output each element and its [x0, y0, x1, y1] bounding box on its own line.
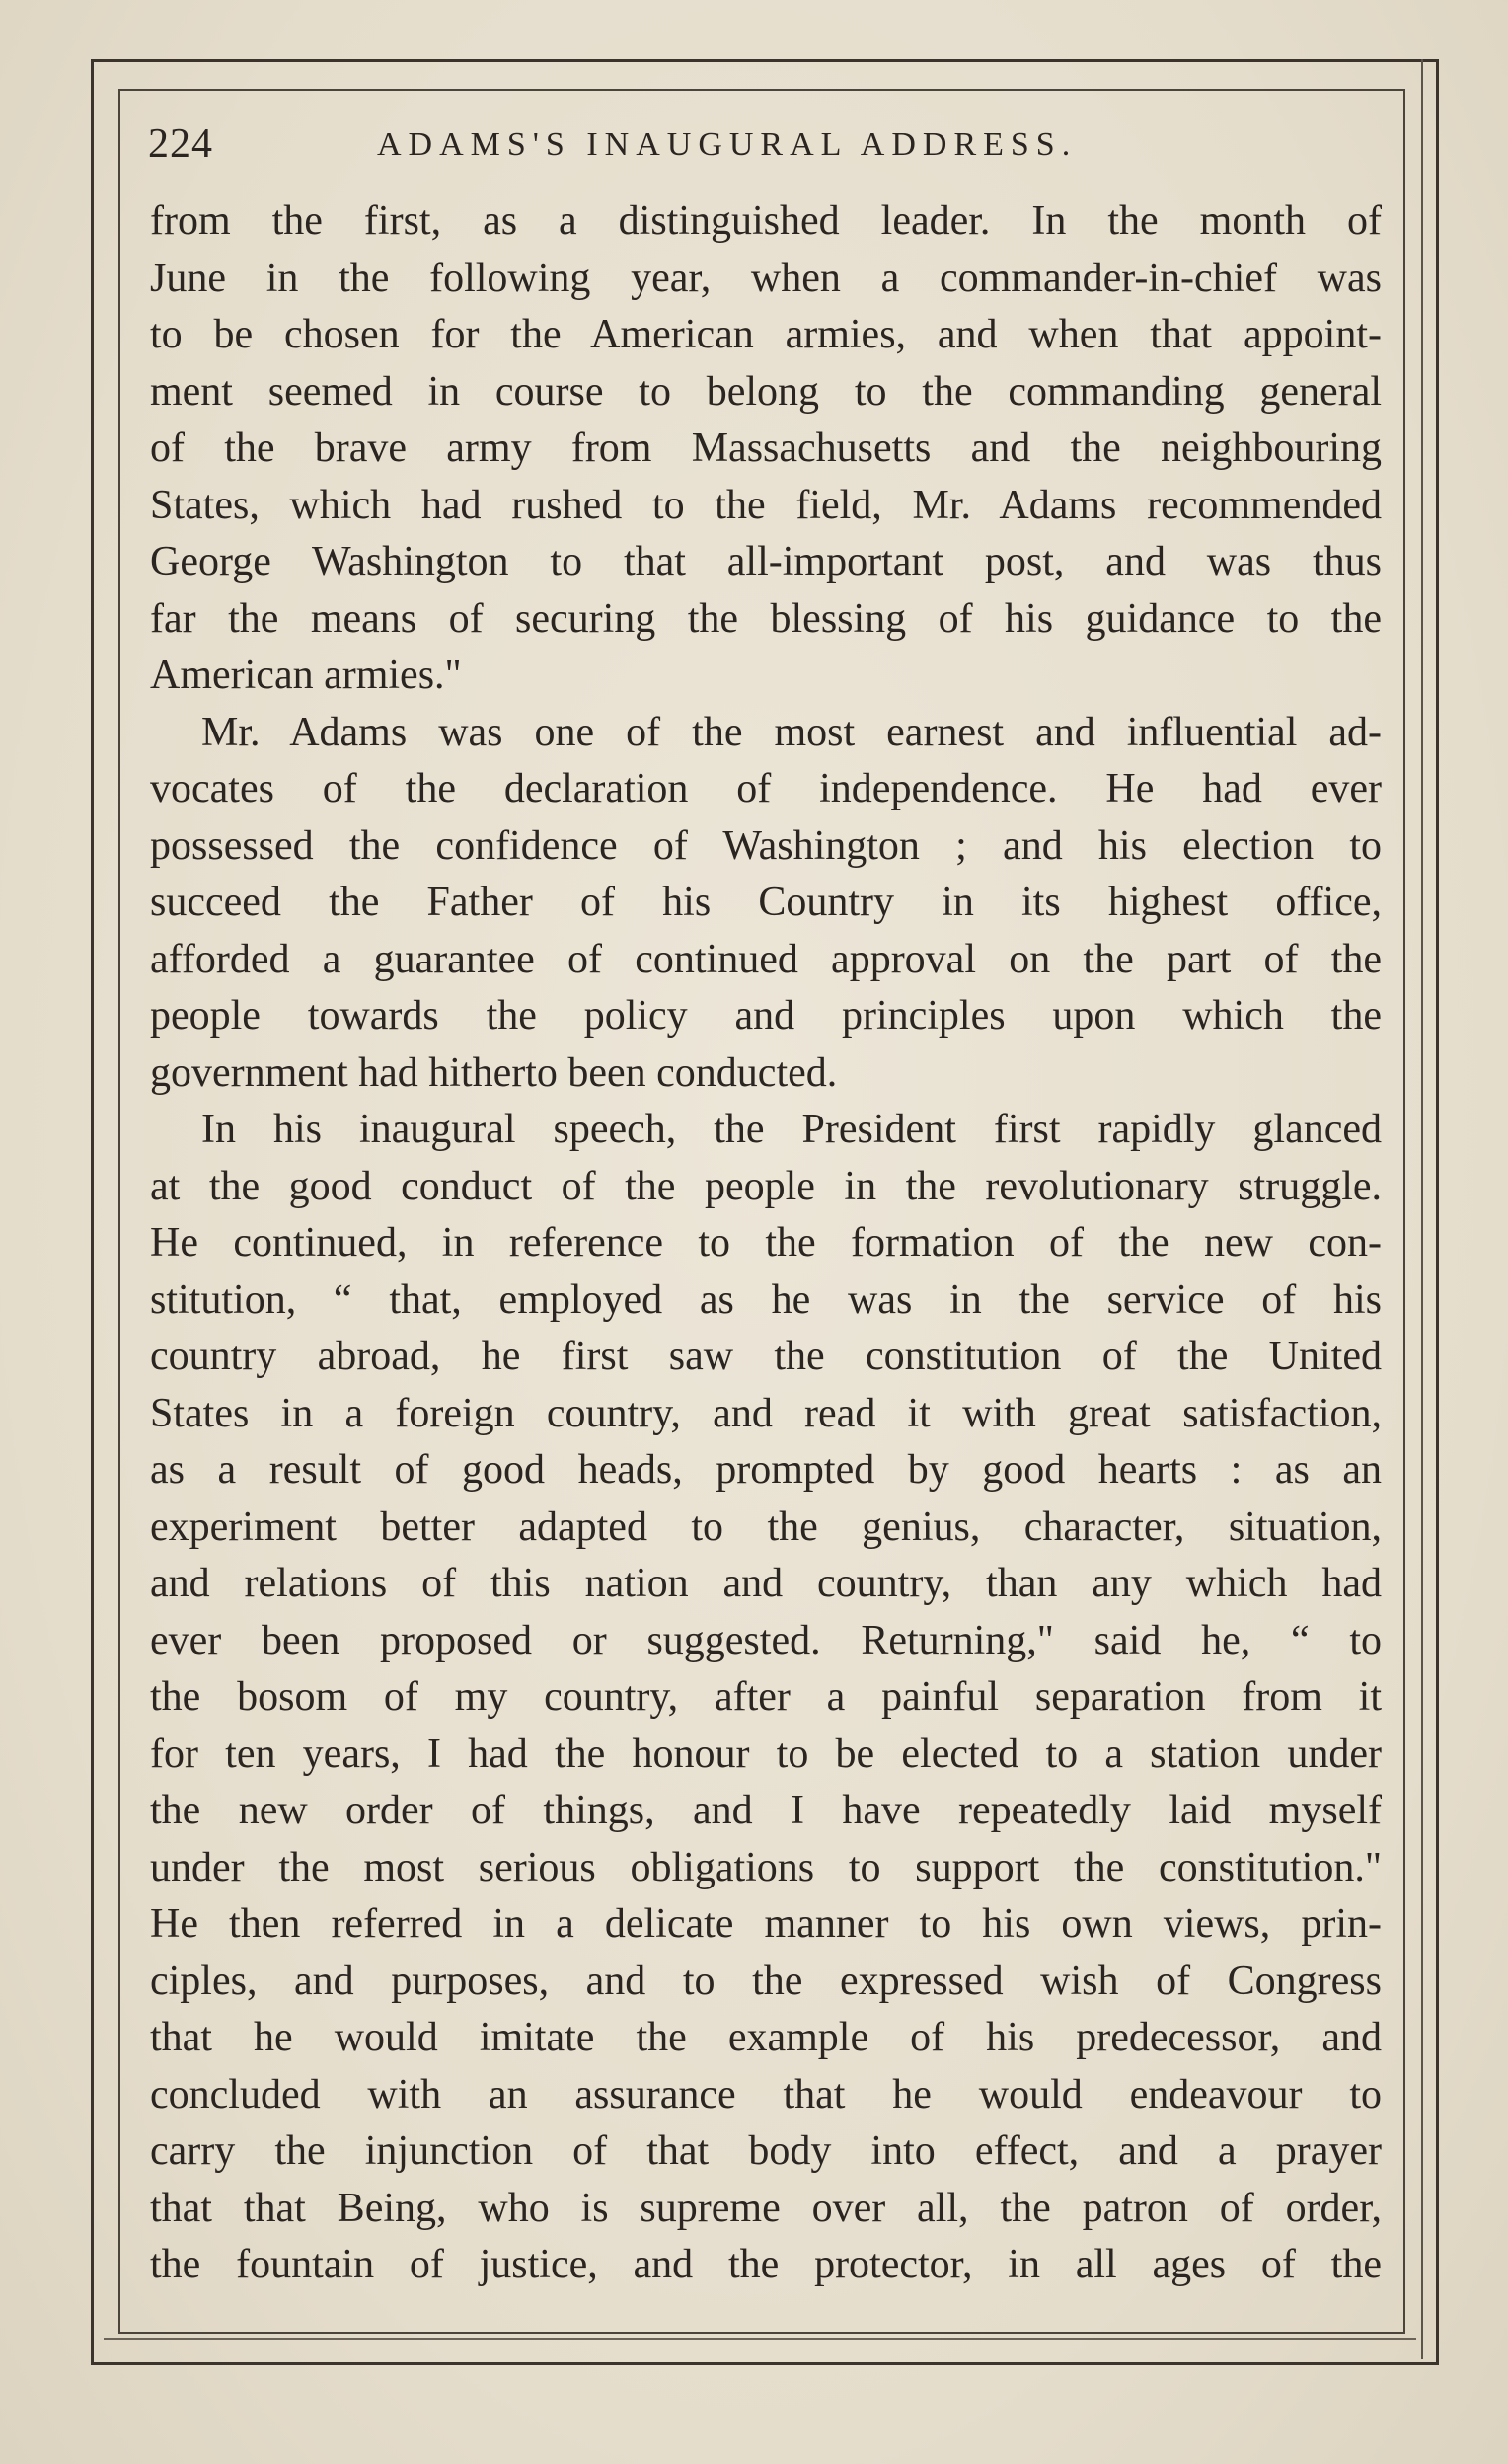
text-line: In his inaugural speech, the President first rapidly glanced — [201, 1107, 1382, 1152]
text-line: vocates of the declaration of independence. He had ever — [150, 766, 1382, 811]
text-line: as a result of good heads, prompted by good hearts : as an — [150, 1447, 1382, 1493]
text-line: of the brave army from Massachusetts and the neighbouring — [150, 425, 1382, 471]
text-line: to be chosen for the American armies, and when that appoint- — [150, 312, 1382, 357]
text-line: afforded a guarantee of continued approval on the part of the — [150, 936, 1382, 982]
text-line: the fountain of justice, and the protector, in all ages of the — [150, 2242, 1382, 2287]
text-line: States in a foreign country, and read it with great satisfaction, — [150, 1390, 1382, 1436]
page-number: 224 — [148, 121, 213, 167]
text-line: succeed the Father of his Country in its highest office, — [150, 880, 1382, 925]
right-border-rule — [1421, 59, 1423, 2359]
text-line: experiment better adapted to the genius, character, situation, — [150, 1503, 1382, 1550]
text-line: at the good conduct of the people in the revolutionary struggle. — [150, 1163, 1382, 1209]
text-line: He continued, in reference to the formation of the new con- — [150, 1220, 1382, 1266]
text-line: from the first, as a distinguished leader. In the month of — [150, 198, 1382, 244]
text-line: concluded with an assurance that he would endeavour to — [150, 2071, 1382, 2118]
text-line: Mr. Adams was one of the most earnest and influential ad- — [201, 709, 1382, 755]
text-line: and relations of this nation and country, than any which had — [150, 1561, 1382, 1606]
page-header — [148, 120, 1372, 180]
text-line: stitution, “ that, employed as he was in the service of his — [150, 1276, 1382, 1323]
text-line: country abroad, he first saw the constitution of the United — [150, 1334, 1382, 1379]
running-head: ADAMS'S INAUGURAL ADDRESS. — [377, 126, 1078, 163]
text-line: under the most serious obligations to support the constitution." — [150, 1844, 1382, 1890]
text-line: people towards the policy and principles upon which the — [150, 993, 1382, 1039]
text-line: ever been proposed or suggested. Returning," said he, “ to — [150, 1617, 1382, 1663]
text-line: the new order of things, and I have repeatedly laid myself — [150, 1788, 1382, 1833]
text-line: for ten years, I had the honour to be elected to a station under — [150, 1731, 1382, 1777]
body-text — [150, 193, 1382, 2294]
text-line: the bosom of my country, after a painful separation from it — [150, 1674, 1382, 1720]
text-line: He then referred in a delicate manner to his own views, prin- — [150, 1901, 1382, 1947]
text-line: possessed the confidence of Washington ; and his election to — [150, 822, 1382, 869]
text-line: States, which had rushed to the field, Mr. Adams recommended — [150, 482, 1382, 528]
text-line: government had hitherto been conducted. — [150, 1049, 838, 1096]
text-line: that that Being, who is supreme over all, the patron of order, — [150, 2185, 1382, 2231]
text-line: George Washington to that all-important post, and was thus — [150, 539, 1382, 584]
text-line: carry the injunction of that body into effect, and a prayer — [150, 2128, 1382, 2174]
bottom-rule — [104, 2338, 1416, 2340]
text-line: far the means of securing the blessing of his guidance to the — [150, 595, 1382, 642]
text-line: ciples, and purposes, and to the expressed wish of Congress — [150, 1958, 1382, 2004]
text-line: June in the following year, when a commander-in-chief was — [150, 255, 1382, 301]
text-line: that he would imitate the example of his predecessor, and — [150, 2015, 1382, 2060]
text-line: ment seemed in course to belong to the commanding general — [150, 368, 1382, 415]
text-line: American armies." — [150, 653, 462, 698]
